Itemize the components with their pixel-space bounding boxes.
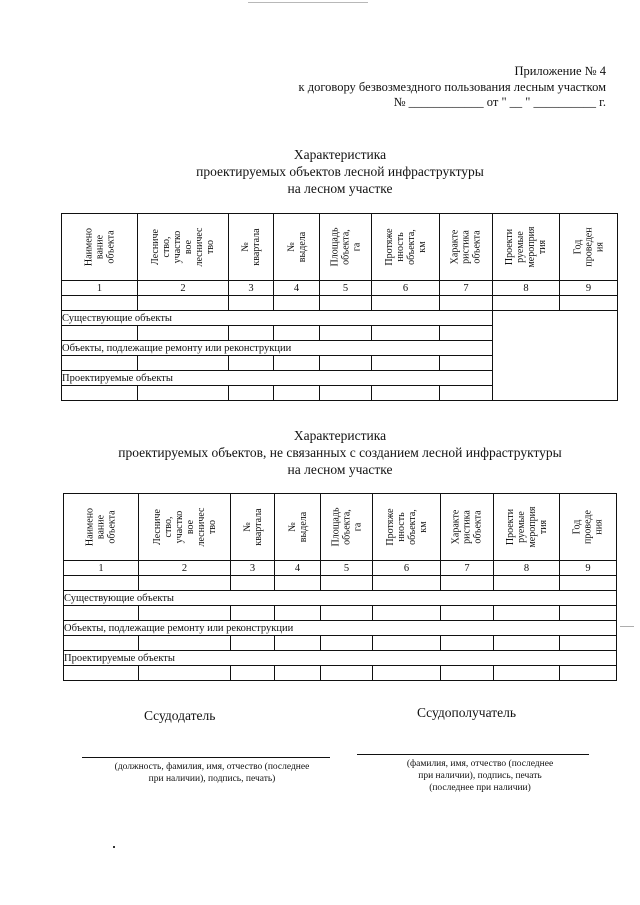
appendix-contract: к договору безвозмездного пользования лесным участком xyxy=(298,79,606,94)
table1-title-line2: проектируемых объектов лесной инфраструктуры xyxy=(196,164,484,179)
table1-header-cell: № выдела xyxy=(274,214,320,281)
column-number: 4 xyxy=(275,561,321,576)
section-label: Существующие объекты xyxy=(64,591,617,606)
table-row xyxy=(64,576,617,591)
table2-header-cell: Характе ристика объекта xyxy=(441,494,494,561)
column-number: 9 xyxy=(560,281,618,296)
column-number: 5 xyxy=(320,281,372,296)
borrower-title: Ссудополучатель xyxy=(417,705,517,720)
table2-title-line1: Характеристика xyxy=(293,428,387,443)
table2-header-cell: № квартала xyxy=(231,494,275,561)
column-number: 2 xyxy=(138,281,229,296)
table1-section-repair xyxy=(62,341,618,356)
table1-header-cell: Характе ристика объекта xyxy=(440,214,493,281)
table2-header-cell: Лесниче ство, участко вое лесничес тво xyxy=(139,494,231,561)
table-row xyxy=(64,666,617,681)
table2-header-cell: Наимено вание объекта xyxy=(64,494,139,561)
borrower-caption-line3: (последнее при наличии) xyxy=(429,783,531,793)
table1-section-existing xyxy=(62,311,618,326)
table1-number-row xyxy=(62,281,618,296)
column-number: 1 xyxy=(62,281,138,296)
table1-header-cell: Площадь объекта, га xyxy=(320,214,372,281)
scan-artifact xyxy=(620,626,634,627)
borrower-signature-line xyxy=(357,754,589,755)
borrower-caption xyxy=(360,758,600,794)
scan-artifact xyxy=(248,2,368,3)
table1-header-cell: Год проведен ия xyxy=(560,214,618,281)
column-number: 9 xyxy=(560,561,617,576)
lender-signature-line xyxy=(82,757,330,758)
borrower-caption-line1: (фамилия, имя, отчество (последнее xyxy=(406,759,554,769)
borrower-caption-line2: при наличии), подпись, печать xyxy=(418,771,542,781)
table1-section-planned xyxy=(62,371,618,386)
table1-title-line3: на лесном участке xyxy=(287,181,393,196)
column-number: 2 xyxy=(139,561,231,576)
lender-caption-line1: (должность, фамилия, имя, отчество (последнее xyxy=(114,762,310,772)
table1-header-cell: Проекти руемые мероприя тия xyxy=(493,214,560,281)
column-number: 5 xyxy=(321,561,373,576)
table2-header-cell: Протяже нность объекта, км xyxy=(373,494,441,561)
table1-title xyxy=(0,146,640,197)
scan-speck xyxy=(113,846,115,848)
section-label: Объекты, подлежащие ремонту или реконструкции xyxy=(64,621,617,636)
appendix-number: Приложение № 4 xyxy=(514,64,606,78)
lender-caption-line2: при наличии), подпись, печать) xyxy=(148,774,276,784)
table1 xyxy=(61,213,618,401)
table2-header-cell: № выдела xyxy=(275,494,321,561)
table2-section-existing xyxy=(64,591,617,606)
table2-section-planned xyxy=(64,651,617,666)
column-number: 3 xyxy=(231,561,275,576)
column-number: 1 xyxy=(64,561,139,576)
section-label: Проектируемые объекты xyxy=(62,371,493,386)
column-number: 8 xyxy=(493,281,560,296)
column-number: 4 xyxy=(274,281,320,296)
column-number: 8 xyxy=(494,561,560,576)
appendix-contract-number: № ____________ от " __ " __________ г. xyxy=(393,95,606,109)
table2 xyxy=(63,493,617,681)
appendix-header xyxy=(299,64,606,111)
table2-title-line2: проектируемых объектов, не связанных с созданием лесной инфраструктуры xyxy=(118,445,562,460)
table2-header-cell: Проекти руемые мероприя тия xyxy=(494,494,560,561)
column-number: 7 xyxy=(440,281,493,296)
column-number: 6 xyxy=(373,561,441,576)
table2-title-line3: на лесном участке xyxy=(287,462,393,477)
table2-header-cell: Год проведе ния xyxy=(560,494,617,561)
table2-title xyxy=(0,427,640,478)
column-number: 3 xyxy=(229,281,274,296)
table1-header-cell: Лесниче ство, участко вое лесничес тво xyxy=(138,214,229,281)
table2-header-row xyxy=(64,494,617,561)
section-label: Объекты, подлежащие ремонту или реконструкции xyxy=(62,341,493,356)
table1-title-line1: Характеристика xyxy=(293,147,387,162)
table2-number-row xyxy=(64,561,617,576)
table2-section-repair xyxy=(64,621,617,636)
table-row xyxy=(62,296,618,311)
column-number: 7 xyxy=(441,561,494,576)
lender-title: Ссудодатель xyxy=(144,708,216,723)
column-number: 6 xyxy=(372,281,440,296)
table1-header-row xyxy=(62,214,618,281)
table-row xyxy=(64,606,617,621)
lender-caption xyxy=(92,761,332,785)
section-label: Существующие объекты xyxy=(62,311,493,326)
table-row xyxy=(64,636,617,651)
table1-header-cell: Протяже нность объекта, км xyxy=(372,214,440,281)
table2-header-cell: Площадь объекта, га xyxy=(321,494,373,561)
table1-header-cell: № квартала xyxy=(229,214,274,281)
table1-header-cell: Наимено вание объекта xyxy=(62,214,138,281)
section-label: Проектируемые объекты xyxy=(64,651,617,666)
